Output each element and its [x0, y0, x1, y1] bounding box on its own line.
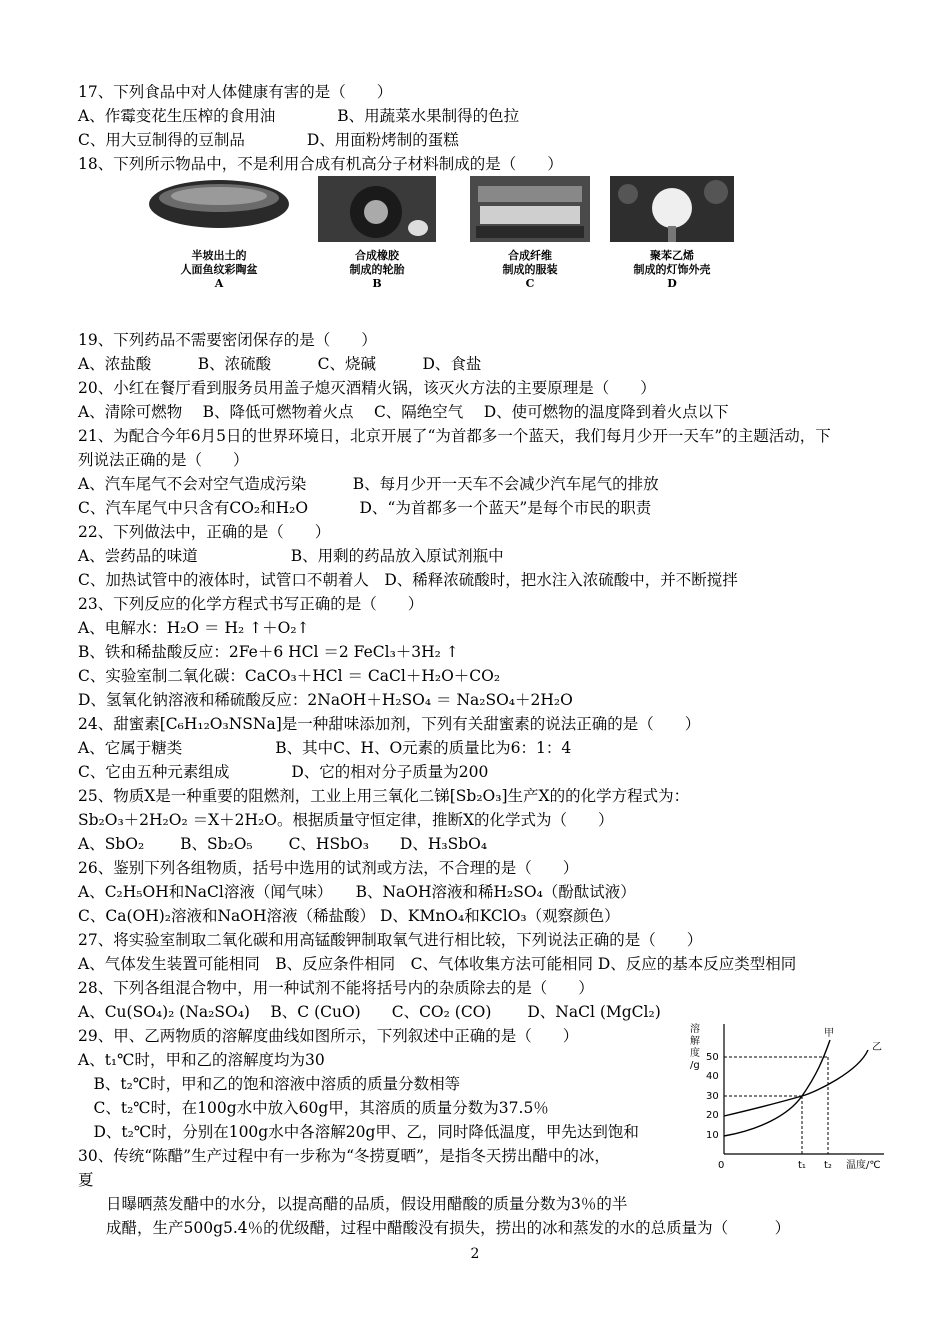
- text-line: A、尝药品的味道 B、用剩的药品放入原试剂瓶中: [78, 547, 504, 565]
- text-line: A、作霉变花生压榨的食用油 B、用蔬菜水果制得的色拉: [78, 107, 520, 125]
- image-b-letter: B: [372, 277, 382, 290]
- text-line: D、氢氧化钠溶液和稀硫酸反应：2NaOH＋H₂SO₄ ＝ Na₂SO₄＋2H₂O: [78, 691, 573, 709]
- text-line: 24、甜蜜素[C₆H₁₂O₃NSNa]是一种甜味添加剂，下列有关甜蜜素的说法正确的是（ ）: [78, 715, 701, 733]
- text-line: C、它由五种元素组成 D、它的相对分子质量为200: [78, 763, 489, 781]
- text-line: 21、为配合今年6月5日的世界环境日，北京开展了“为首都多一个蓝天，我们每月少开一天车”的主题活动，下: [78, 427, 831, 445]
- image-c-letter: C: [525, 277, 535, 290]
- image-a-caption-1: 半坡出土的: [191, 249, 247, 262]
- text-line: 29、甲、乙两物质的溶解度曲线如图所示，下列叙述中正确的是（ ）: [78, 1027, 579, 1045]
- image-d: [610, 176, 734, 291]
- ytick-50: 50: [706, 1052, 719, 1063]
- text-line: A、电解水：H₂O ＝ H₂ ↑＋O₂↑: [78, 619, 310, 637]
- ytick-20: 20: [706, 1110, 719, 1121]
- ylabel-2: 解: [690, 1036, 700, 1047]
- text-line: 19、下列药品不需要密闭保存的是（ ）: [78, 331, 377, 349]
- text-line: A、SbO₂ B、Sb₂O₅ C、HSbO₃ D、H₃SbO₄: [78, 835, 488, 853]
- label-jia: 甲: [824, 1028, 834, 1039]
- xlabel: 温度/℃: [846, 1160, 881, 1171]
- text-line: A、浓盐酸 B、浓硫酸 C、烧碱 D、食盐: [78, 355, 482, 373]
- text-line: A、汽车尾气不会对空气造成污染 B、每月少开一天车不会减少汽车尾气的排放: [78, 475, 659, 493]
- text-line: 成醋，生产500g5.4％的优级醋，过程中醋酸没有损失，捞出的冰和蒸发的水的总质量为（ ）: [106, 1219, 791, 1237]
- text-line: C、加热试管中的液体时，试管口不朝着人 D、稀释浓硫酸时，把水注入浓硫酸中，并不断搅拌: [78, 571, 738, 589]
- curve-yi: [724, 1050, 868, 1116]
- ytick-40: 40: [706, 1071, 719, 1082]
- text-line: 列说法正确的是（ ）: [78, 451, 249, 469]
- text-line: C、用大豆制得的豆制品 D、用面粉烤制的蛋糕: [78, 131, 459, 149]
- xtick-t1: t₁: [798, 1160, 806, 1171]
- tire-image: [318, 176, 436, 242]
- image-c: [470, 176, 590, 291]
- image-b-caption-1: 合成橡胶: [355, 249, 399, 262]
- image-a-letter: A: [214, 277, 224, 290]
- text-line: 30、传统“陈醋”生产过程中有一步称为“冬捞夏晒”，是指冬天捞出醋中的冰，: [78, 1147, 610, 1165]
- label-yi: 乙: [872, 1042, 882, 1053]
- image-b-caption-2: 制成的轮胎: [349, 263, 405, 276]
- text-line: A、气体发生装置可能相同 B、反应条件相同 C、气体收集方法可能相同 D、反应的基本反应类型相同: [78, 955, 797, 973]
- text-line: 17、下列食品中对人体健康有害的是（ ）: [78, 83, 393, 101]
- text-line: 22、下列做法中，正确的是（ ）: [78, 523, 331, 541]
- text-line: B、铁和稀盐酸反应：2Fe＋6 HCl ＝2 FeCl₃＋3H₂ ↑: [78, 643, 459, 661]
- text-line: 27、将实验室制取二氧化碳和用高锰酸钾制取氧气进行相比较，下列说法正确的是（ ）: [78, 931, 703, 949]
- question-18-images: [146, 176, 711, 290]
- image-c-caption-1: 合成纤维: [508, 249, 552, 262]
- ytick-30: 30: [706, 1091, 719, 1102]
- lamp-image: [610, 176, 734, 242]
- xtick-t2: t₂: [824, 1160, 832, 1171]
- origin-label: 0: [718, 1160, 725, 1171]
- text-line: 日曝晒蒸发醋中的水分，以提高醋的品质，假设用醋酸的质量分数为3％的半: [106, 1195, 628, 1213]
- text-line: D、t₂℃时，分别在100g水中各溶解20g甲、乙，同时降低温度，甲先达到饱和: [78, 1123, 639, 1141]
- text-line: A、Cu(SO₄)₂ (Na₂SO₄) B、C (CuO) C、CO₂ (CO) D、NaCl (MgCl₂): [78, 1003, 661, 1021]
- image-d-caption-1: 聚苯乙烯: [650, 249, 694, 262]
- ylabel-4: /g: [690, 1060, 700, 1071]
- text-line: A、t₁℃时，甲和乙的溶解度均为30: [78, 1051, 325, 1069]
- text-line: C、t₂℃时，在100g水中放入60g甲，其溶质的质量分数为37.5％: [78, 1099, 549, 1117]
- image-a: [146, 176, 292, 291]
- solubility-graph: [688, 1020, 893, 1172]
- pottery-basin-image: [146, 176, 292, 242]
- image-c-caption-2: 制成的服装: [502, 263, 558, 276]
- image-d-letter: D: [667, 277, 677, 290]
- curve-jia: [724, 1040, 830, 1136]
- image-a-caption-2: 人面鱼纹彩陶盆: [180, 263, 258, 276]
- text-line: 夏: [78, 1171, 94, 1189]
- text-line: 28、下列各组混合物中，用一种试剂不能将括号内的杂质除去的是（ ）: [78, 979, 594, 997]
- page-number: 2: [470, 1246, 480, 1262]
- clothing-image: [470, 176, 590, 242]
- ytick-10: 10: [706, 1130, 719, 1141]
- text-line: A、清除可燃物 B、降低可燃物着火点 C、隔绝空气 D、使可燃物的温度降到着火点以下: [78, 403, 729, 421]
- text-line: B、t₂℃时，甲和乙的饱和溶液中溶质的质量分数相等: [78, 1075, 461, 1093]
- text-line: 25、物质X是一种重要的阻燃剂，工业上用三氧化二锑[Sb₂O₃]生产X的的化学方程式为：: [78, 787, 690, 805]
- text-line: 23、下列反应的化学方程式书写正确的是（ ）: [78, 595, 424, 613]
- text-line: 20、小红在餐厅看到服务员用盖子熄灭酒精火锅，该灭火方法的主要原理是（ ）: [78, 379, 656, 397]
- image-b: [318, 176, 436, 291]
- text-line: A、C₂H₅OH和NaCl溶液（闻气味） B、NaOH溶液和稀H₂SO₄（酚酞试液）: [78, 883, 636, 901]
- text-line: C、Ca(OH)₂溶液和NaOH溶液（稀盐酸） D、KMnO₄和KClO₃（观察颜色）: [78, 907, 620, 925]
- image-d-caption-2: 制成的灯饰外壳: [633, 263, 711, 276]
- text-line: C、汽车尾气中只含有CO₂和H₂O D、“为首都多一个蓝天”是每个市民的职责: [78, 499, 652, 517]
- text-line: C、实验室制二氧化碳：CaCO₃＋HCl ＝ CaCl＋H₂O＋CO₂: [78, 667, 501, 685]
- text-line: A、它属于糖类 B、其中C、H、O元素的质量比为6：1：4: [78, 739, 572, 757]
- text-line: Sb₂O₃＋2H₂O₂ ＝X＋2H₂O。根据质量守恒定律，推断X的化学式为（ ）: [78, 811, 614, 829]
- text-line: 18、下列所示物品中，不是利用合成有机高分子材料制成的是（ ）: [78, 155, 563, 173]
- ylabel-3: 度: [690, 1048, 700, 1059]
- text-line: 26、鉴别下列各组物质，括号中选用的试剂或方法，不合理的是（ ）: [78, 859, 579, 877]
- ylabel-1: 溶: [690, 1024, 700, 1035]
